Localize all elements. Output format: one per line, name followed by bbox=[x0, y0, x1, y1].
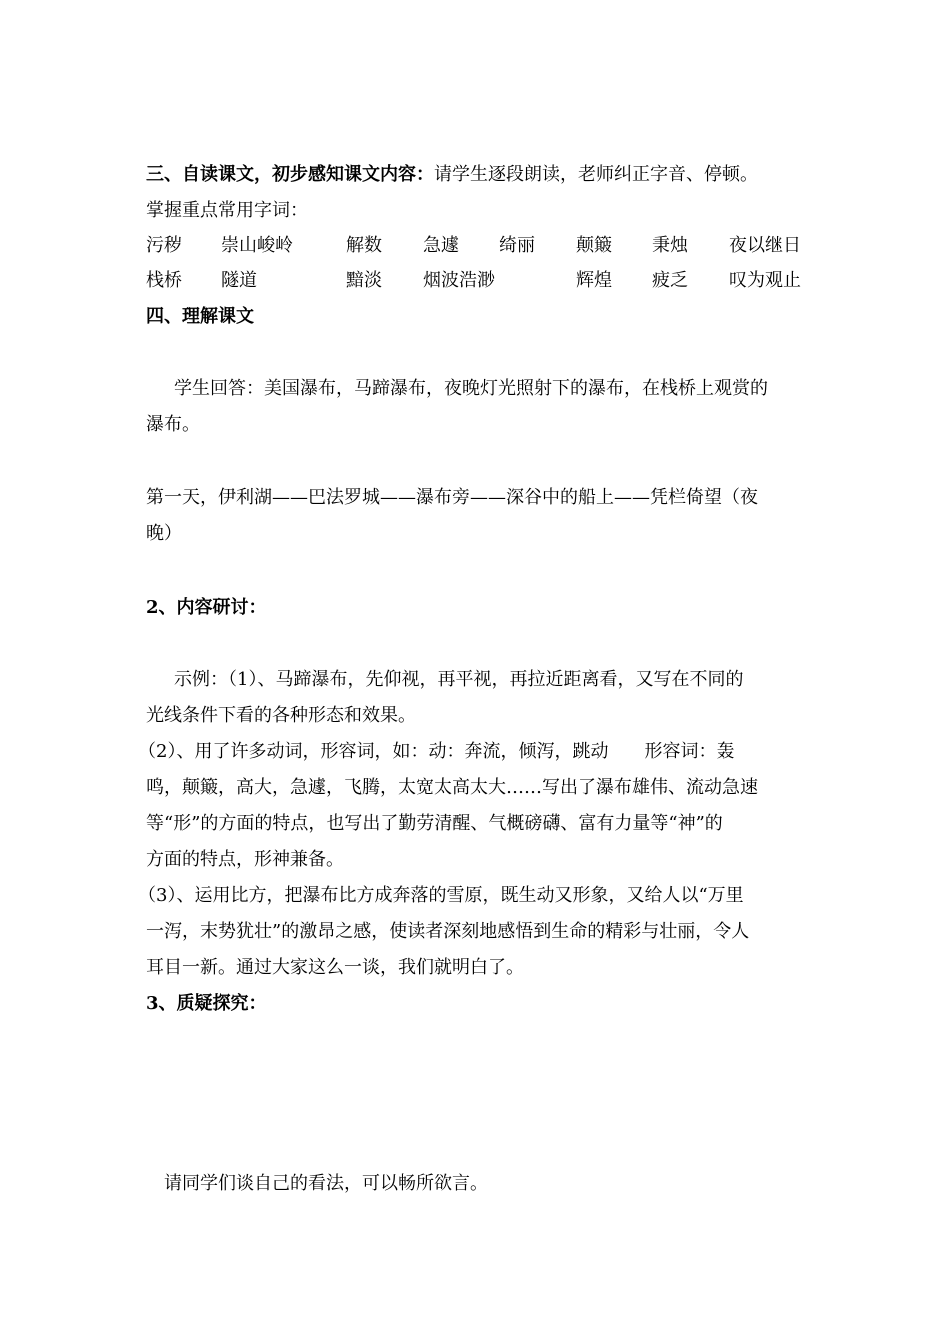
vocab-word: 隧道 bbox=[221, 270, 257, 291]
vocab-word: 急遽 bbox=[423, 235, 459, 256]
vocab-word: 秉烛 bbox=[652, 235, 688, 256]
content-line: 耳目一新。通过大家这么一谈，我们就明白了。 bbox=[146, 957, 524, 978]
vocab-word: 解数 bbox=[346, 235, 382, 256]
vocab-word: 颠簸 bbox=[576, 235, 612, 256]
content-line: （3）、运用比方，把瀑布比方成奔落的雪原，既生动又形象，又给人以“万里 bbox=[138, 885, 744, 906]
vocab-intro: 掌握重点常用字词： bbox=[146, 200, 308, 221]
vocab-word: 污秽 bbox=[146, 235, 182, 256]
content-line: 鸣，颠簸，高大，急遽，飞腾，太宽太高太大……写出了瀑布雄伟、流动急速 bbox=[146, 777, 758, 798]
vocab-word: 绮丽 bbox=[499, 235, 535, 256]
content-line: 等“形”的方面的特点，也写出了勤劳清醒、气概磅礴、富有力量等“神”的 bbox=[146, 813, 723, 834]
inquiry-prompt: 请同学们谈自己的看法，可以畅所欲言。 bbox=[164, 1173, 488, 1194]
content-line: 示例：（1）、马蹄瀑布，先仰视，再平视，再拉近距离看，又写在不同的 bbox=[174, 669, 744, 690]
vocab-word: 崇山峻岭 bbox=[221, 235, 293, 256]
vocab-word: 夜以继日 bbox=[729, 235, 801, 256]
route-line: 第一天，伊利湖——巴法罗城——瀑布旁——深谷中的船上——凭栏倚望（夜 bbox=[146, 487, 758, 508]
section3-line bbox=[146, 163, 758, 187]
vocab-word: 叹为观止 bbox=[729, 270, 801, 291]
route-line: 晚） bbox=[146, 523, 182, 544]
vocab-word: 黯淡 bbox=[346, 270, 382, 291]
vocab-word: 疲乏 bbox=[652, 270, 688, 291]
content-line: 方面的特点，形神兼备。 bbox=[146, 849, 344, 870]
content-line: 一泻，末势犹壮”的激昂之感，使读者深刻地感悟到生命的精彩与壮丽，令人 bbox=[146, 921, 750, 942]
section3-instruction: 请学生逐段朗读，老师纠正字音、停顿。 bbox=[434, 164, 758, 185]
content-line: （2）、用了许多动词，形容词，如：动：奔流，倾泻，跳动 形容词：轰 bbox=[138, 741, 735, 762]
section3-heading: 三、自读课文，初步感知课文内容： bbox=[146, 164, 434, 185]
vocab-word: 烟波浩渺 bbox=[423, 270, 495, 291]
vocab-word: 辉煌 bbox=[576, 270, 612, 291]
inquiry-heading: 3、质疑探究： bbox=[146, 993, 267, 1014]
section4-heading: 四、理解课文 bbox=[146, 306, 254, 327]
answer-line: 学生回答：美国瀑布，马蹄瀑布，夜晚灯光照射下的瀑布，在栈桥上观赏的 bbox=[174, 378, 768, 399]
answer-line: 瀑布。 bbox=[146, 414, 200, 435]
vocab-word: 栈桥 bbox=[146, 270, 182, 291]
content-line: 光线条件下看的各种形态和效果。 bbox=[146, 705, 416, 726]
content-study-heading: 2、内容研讨： bbox=[146, 597, 267, 618]
